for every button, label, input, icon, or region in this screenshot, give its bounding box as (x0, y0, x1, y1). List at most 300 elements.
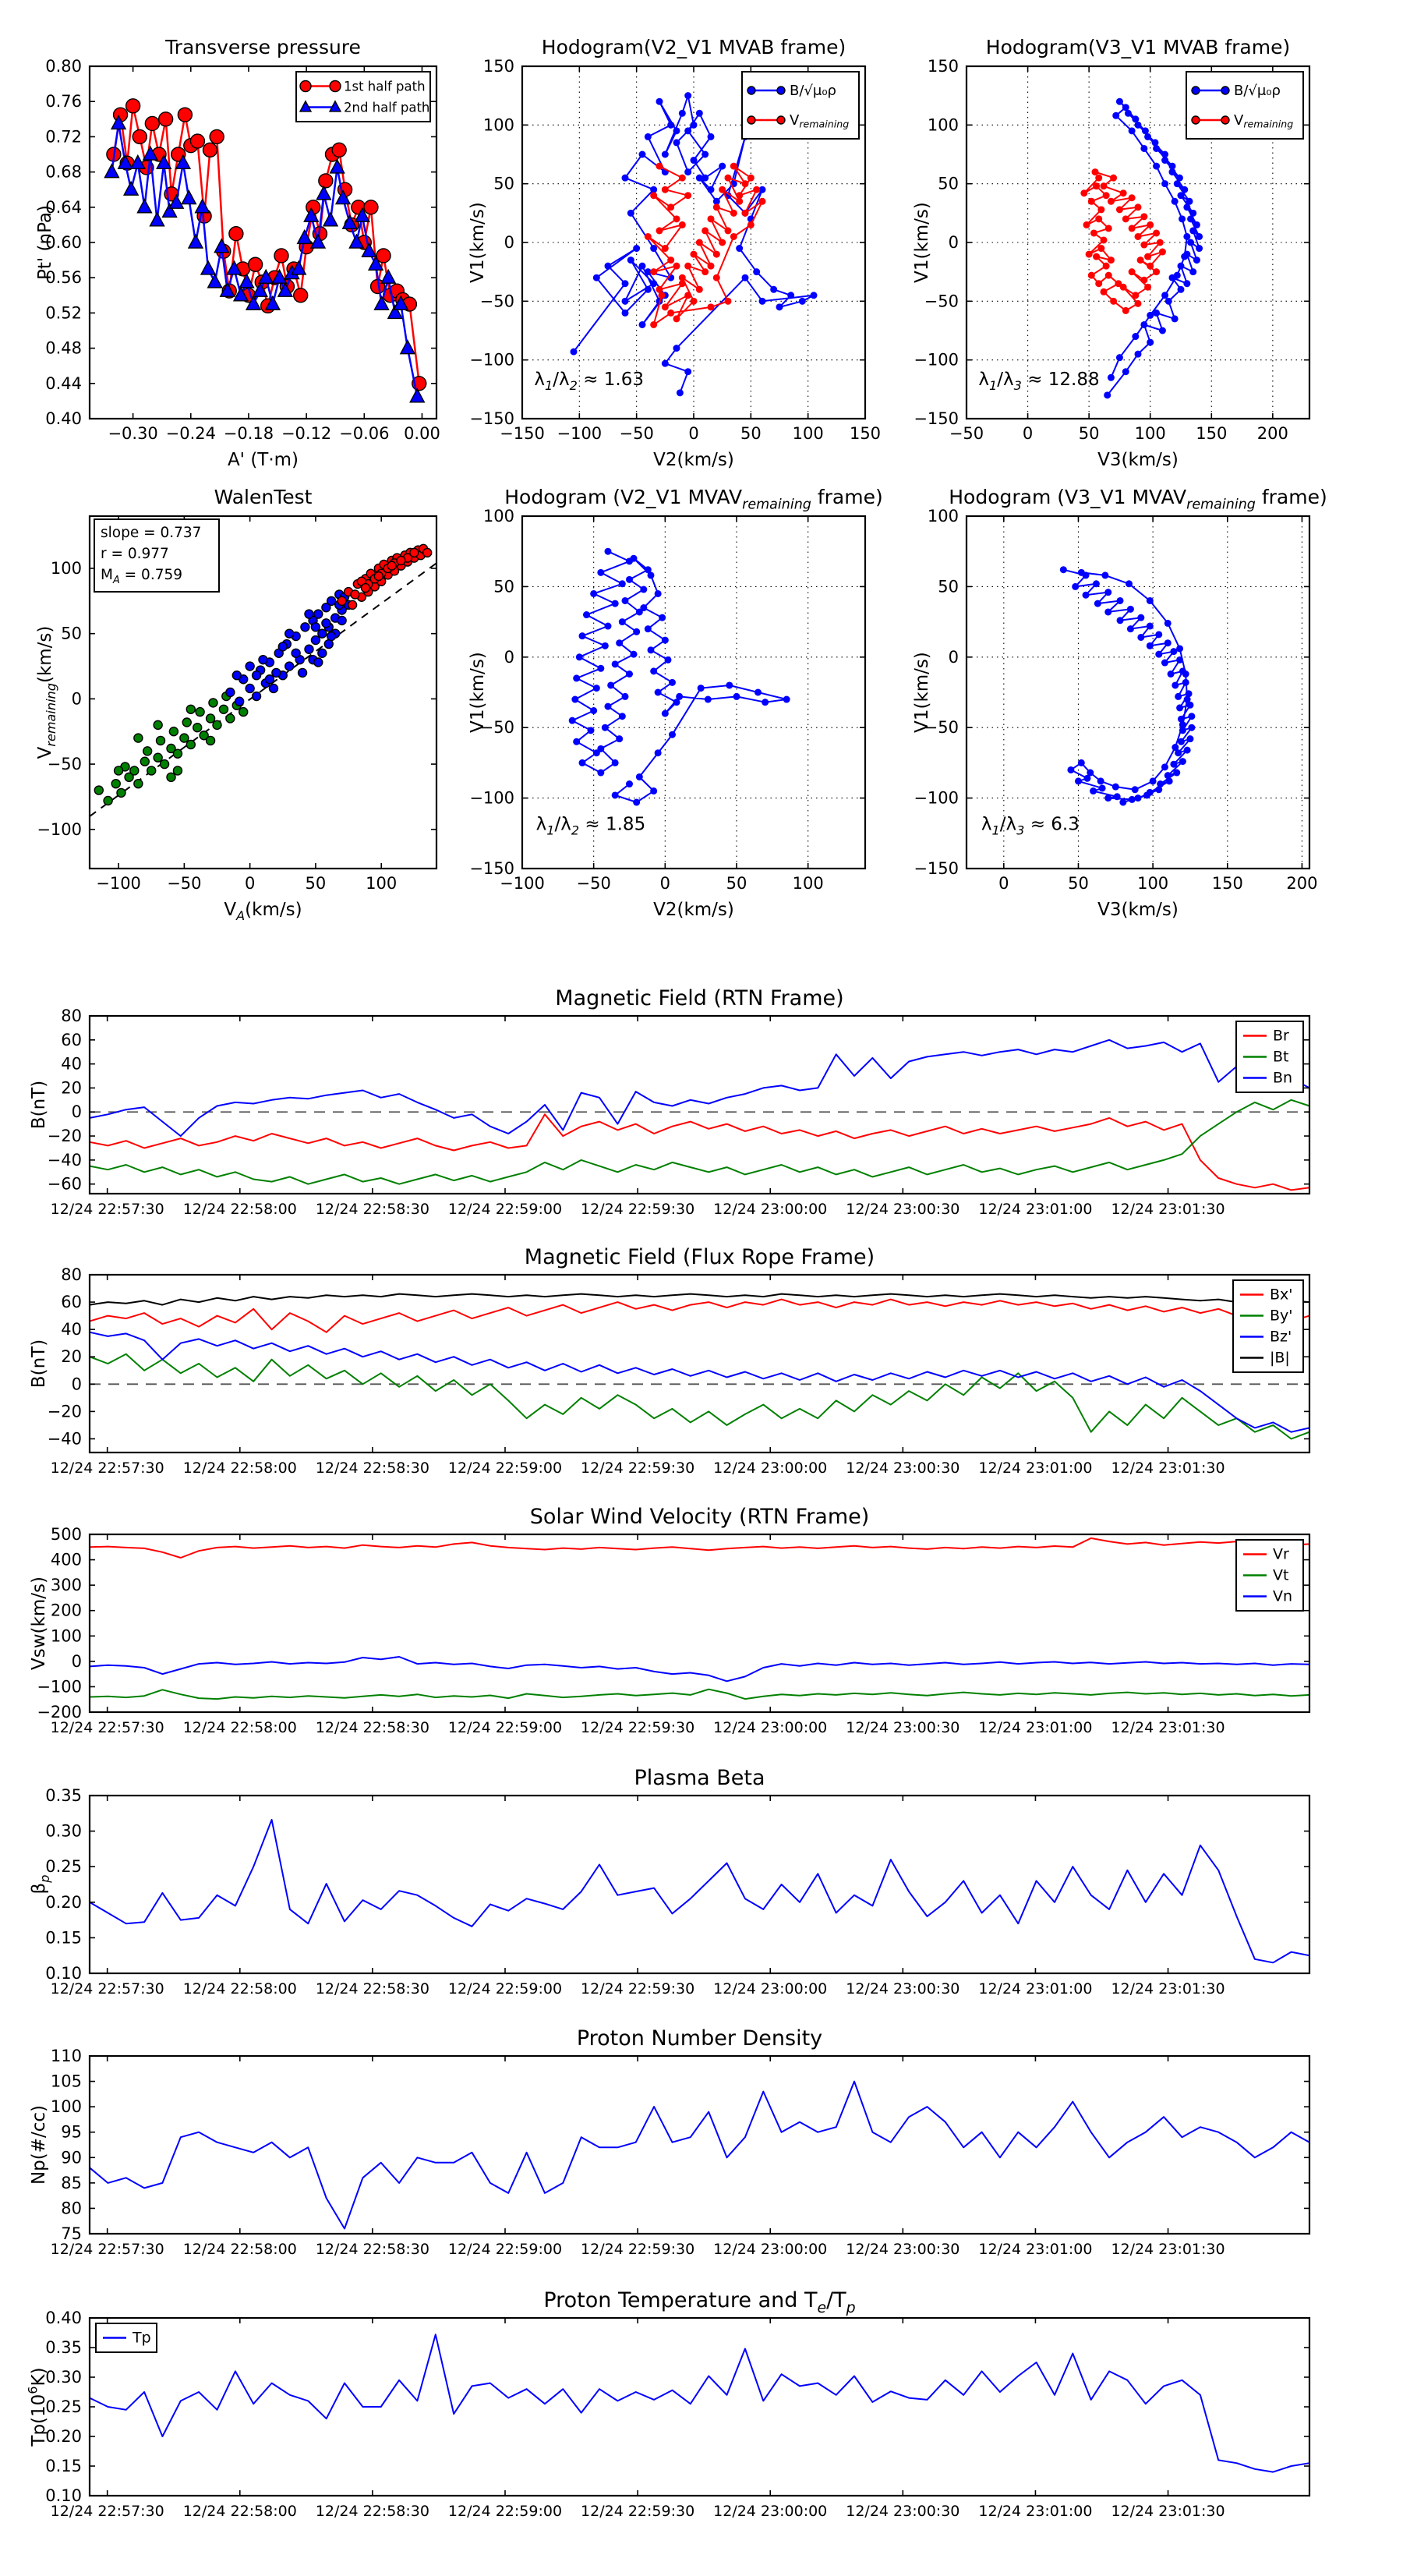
panel-mag-frf (29, 1245, 1309, 1477)
hodogram-v3v1-mvab-ylabel: V1(km/s) (912, 202, 932, 283)
marker-circle (676, 693, 683, 700)
x-tick-label: 12/24 22:58:30 (315, 1201, 429, 1218)
marker-circle (667, 257, 674, 264)
x-tick-label: 150 (849, 424, 882, 443)
y-tick-label: 0.15 (45, 1928, 82, 1948)
marker-circle (1093, 253, 1100, 260)
marker-circle (633, 628, 640, 635)
x-tick-label: 12/24 22:57:30 (50, 1980, 164, 1997)
x-tick-label: 12/24 22:58:00 (182, 2503, 297, 2520)
marker-circle (311, 623, 320, 632)
x-tick-label: 12/24 23:00:30 (846, 1201, 960, 1218)
marker-circle (1153, 229, 1160, 236)
y-tick-label: 50 (493, 577, 514, 596)
x-tick-label: 12/24 22:59:00 (447, 1201, 563, 1218)
marker-circle (1193, 257, 1200, 264)
marker-circle (1178, 286, 1185, 293)
mag-frf-legend (1233, 1280, 1303, 1372)
y-tick-label: 95 (61, 2122, 82, 2142)
marker-circle (579, 632, 586, 639)
marker-circle (1108, 198, 1115, 205)
marker-circle (597, 745, 604, 752)
marker-circle (143, 747, 152, 755)
marker-circle (193, 724, 202, 732)
marker-circle (627, 210, 634, 217)
marker-triangle (208, 274, 222, 288)
marker-circle (1132, 292, 1139, 299)
marker-circle (1196, 233, 1203, 240)
marker-circle (249, 257, 263, 271)
marker-circle (1147, 312, 1154, 319)
legend-label: Bn (1273, 1069, 1293, 1087)
marker-circle (1135, 203, 1142, 211)
marker-circle (759, 198, 766, 205)
marker-triangle (150, 213, 164, 226)
marker-circle (1153, 268, 1160, 275)
marker-circle (115, 766, 123, 775)
x-tick-label: −100 (557, 424, 603, 443)
marker-circle (783, 696, 790, 703)
marker-circle (1120, 189, 1127, 196)
x-tick-label: 12/24 23:00:30 (846, 2503, 960, 2520)
marker-circle (1135, 351, 1142, 358)
y-tick-label: 100 (927, 507, 959, 525)
x-tick-label: 12/24 22:58:00 (182, 1460, 297, 1477)
marker-circle (332, 143, 346, 157)
x-tick-label: 50 (1068, 874, 1089, 893)
panel-tp (25, 2288, 1309, 2520)
y-tick-label: 100 (482, 115, 514, 135)
y-tick-label: −40 (47, 1150, 82, 1169)
y-tick-label: 100 (50, 2097, 82, 2117)
axes-box (90, 1534, 1309, 1712)
marker-circle (1104, 589, 1111, 596)
marker-circle (656, 163, 663, 170)
marker-circle (698, 685, 705, 692)
x-tick-label: 0 (688, 424, 699, 443)
hodogram-v3v1-mvav-xlabel: V3(km/s) (1097, 900, 1179, 920)
np-ylabel: Np(#/cc) (29, 2104, 49, 2185)
marker-triangle (410, 389, 424, 402)
panel-vsw (29, 1505, 1309, 1736)
marker-circle (1192, 87, 1200, 94)
marker-circle (161, 760, 169, 769)
marker-circle (1161, 660, 1168, 667)
marker-circle (1147, 263, 1154, 270)
marker-circle (684, 168, 691, 175)
hodogram-v2v1-mvab-legend (742, 72, 859, 139)
marker-circle (691, 251, 698, 258)
marker-circle (753, 268, 760, 275)
y-tick-label: 0.44 (45, 373, 82, 393)
marker-circle (1105, 225, 1112, 232)
marker-circle (278, 642, 287, 651)
marker-circle (605, 548, 612, 555)
legend-label: Vn (1273, 1587, 1293, 1605)
x-tick-label: −0.24 (165, 424, 216, 443)
x-tick-label: −50 (576, 874, 611, 893)
marker-circle (639, 321, 646, 328)
marker-circle (777, 87, 785, 94)
marker-circle (633, 245, 640, 252)
axes-box (90, 2318, 1309, 2496)
marker-circle (318, 629, 327, 638)
y-tick-label: 0 (71, 1651, 82, 1671)
marker-circle (1192, 116, 1200, 124)
marker-circle (1147, 339, 1154, 346)
marker-circle (648, 646, 655, 653)
marker-circle (619, 618, 626, 625)
x-tick-label: 12/24 22:59:00 (447, 1980, 563, 1997)
y-tick-label: 0.20 (45, 1892, 82, 1912)
marker-circle (1181, 253, 1188, 260)
x-tick-label: 12/24 23:00:00 (713, 1980, 828, 1997)
marker-circle (747, 116, 755, 124)
marker-circle (207, 714, 215, 723)
y-tick-label: 0.56 (45, 268, 82, 288)
marker-circle (1183, 233, 1190, 240)
marker-circle (1189, 210, 1196, 217)
marker-circle (1083, 221, 1090, 228)
marker-circle (1097, 777, 1104, 784)
series-markers-last (337, 544, 432, 609)
series-Tp (90, 2334, 1309, 2472)
marker-circle (777, 116, 785, 124)
legend-label: $V_{remaining}$ (1234, 111, 1294, 130)
marker-circle (616, 735, 623, 742)
marker-triangle (124, 182, 138, 195)
x-tick-label: 12/24 22:59:30 (581, 1719, 695, 1736)
marker-circle (1147, 221, 1154, 228)
marker-circle (423, 548, 432, 557)
marker-circle (318, 649, 327, 657)
marker-circle (274, 249, 288, 263)
marker-circle (1193, 221, 1200, 228)
walen-stats-box (94, 519, 219, 592)
marker-circle (1122, 307, 1129, 314)
marker-circle (1104, 794, 1111, 801)
marker-circle (573, 674, 580, 681)
y-tick-label: 50 (938, 174, 959, 193)
x-tick-label: −0.18 (223, 424, 274, 443)
marker-circle (726, 681, 733, 688)
marker-circle (583, 611, 590, 618)
marker-circle (636, 773, 643, 780)
marker-circle (1221, 87, 1229, 94)
series-markers-first (94, 692, 247, 805)
y-tick-label: 0.10 (45, 2486, 82, 2505)
marker-circle (300, 81, 311, 92)
y-tick-label: −100 (37, 819, 82, 839)
marker-circle (140, 757, 149, 766)
marker-circle (1129, 796, 1136, 803)
marker-circle (348, 600, 357, 609)
y-tick-label: −150 (914, 409, 959, 428)
marker-circle (662, 710, 669, 717)
marker-circle (253, 692, 261, 701)
y-tick-label: 0.72 (45, 127, 82, 147)
y-tick-label: 500 (50, 1525, 82, 1544)
marker-circle (285, 629, 294, 638)
marker-circle (1168, 671, 1175, 678)
marker-circle (1174, 272, 1181, 279)
marker-circle (719, 186, 726, 193)
x-tick-label: −0.12 (281, 424, 332, 443)
marker-circle (1110, 298, 1117, 305)
marker-circle (314, 610, 323, 618)
y-tick-label: 300 (50, 1576, 82, 1595)
y-tick-label: −200 (37, 1703, 82, 1721)
x-tick-label: 12/24 23:01:00 (978, 1201, 1093, 1218)
marker-circle (1176, 175, 1183, 182)
marker-circle (1176, 645, 1183, 652)
marker-circle (667, 310, 674, 317)
x-tick-label: 12/24 22:57:30 (50, 1460, 164, 1477)
marker-circle (1187, 239, 1194, 246)
marker-circle (696, 239, 703, 246)
legend-label: $V_{remaining}$ (790, 111, 850, 130)
marker-circle (1110, 175, 1117, 182)
marker-circle (1184, 747, 1191, 754)
marker-circle (799, 298, 806, 305)
marker-circle (747, 175, 755, 182)
marker-circle (1173, 770, 1180, 777)
marker-circle (1072, 583, 1079, 590)
x-tick-label: 12/24 23:00:30 (846, 1719, 960, 1736)
marker-circle (337, 596, 346, 605)
marker-circle (1116, 354, 1123, 361)
marker-circle (226, 688, 235, 697)
marker-circle (173, 766, 182, 775)
marker-circle (730, 163, 737, 170)
series-markers-middle (226, 590, 353, 706)
marker-circle (619, 713, 626, 720)
transverse-pressure-title: Transverse pressure (165, 36, 361, 58)
y-tick-label: 0.48 (45, 338, 82, 358)
marker-circle (1153, 310, 1160, 317)
marker-circle (311, 636, 320, 645)
marker-triangle (137, 200, 151, 213)
y-tick-label: 75 (61, 2224, 82, 2243)
marker-circle (180, 734, 189, 742)
marker-circle (376, 249, 391, 263)
panel-walen-test (35, 486, 436, 923)
y-tick-label: 40 (61, 1320, 82, 1339)
marker-circle (239, 708, 248, 717)
series-markers-Vrem (645, 163, 766, 328)
marker-circle (705, 696, 712, 703)
marker-circle (648, 571, 655, 579)
marker-circle (1179, 758, 1186, 765)
panel-hodogram-v2v1-mvav (468, 486, 883, 920)
marker-circle (626, 576, 633, 583)
marker-circle (117, 788, 125, 797)
y-tick-label: −100 (37, 1677, 82, 1697)
marker-circle (1086, 251, 1093, 258)
marker-triangle (316, 186, 330, 200)
marker-circle (327, 632, 336, 641)
marker-circle (104, 796, 112, 805)
marker-circle (374, 572, 383, 581)
marker-circle (612, 791, 619, 798)
marker-circle (1147, 642, 1154, 649)
marker-triangle (104, 165, 118, 178)
x-tick-label: 12/24 22:58:00 (182, 1201, 297, 1218)
marker-triangle (381, 270, 395, 283)
marker-circle (736, 245, 743, 252)
axes-box (522, 516, 865, 869)
series-By' (90, 1354, 1309, 1439)
marker-circle (619, 580, 626, 587)
marker-circle (285, 662, 294, 671)
marker-circle (1101, 288, 1108, 295)
y-tick-label: 110 (50, 2047, 82, 2065)
y-tick-label: 90 (61, 2148, 82, 2167)
x-tick-label: 12/24 23:01:00 (978, 1719, 1093, 1736)
marker-circle (662, 360, 669, 367)
marker-circle (622, 280, 629, 287)
marker-circle (662, 303, 669, 310)
marker-circle (684, 368, 691, 375)
marker-circle (1080, 189, 1087, 196)
marker-circle (684, 192, 691, 199)
series-beta (90, 1820, 1309, 1962)
y-tick-label: 0.10 (45, 1964, 82, 1983)
marker-circle (1119, 799, 1126, 806)
y-tick-label: −100 (469, 350, 514, 370)
y-tick-label: −50 (924, 292, 959, 311)
y-tick-label: 0.25 (45, 2397, 82, 2416)
marker-circle (590, 590, 597, 597)
marker-circle (622, 597, 629, 604)
hodogram-v3v1-mvav-ylabel: V1(km/s) (912, 652, 932, 733)
x-tick-label: 12/24 22:58:30 (315, 1980, 429, 1997)
marker-circle (640, 586, 647, 593)
marker-circle (725, 227, 732, 234)
x-tick-label: 12/24 23:01:30 (1111, 1980, 1225, 1997)
mag-rtn-title: Magnetic Field (RTN Frame) (555, 986, 844, 1010)
marker-circle (196, 708, 204, 717)
marker-circle (1103, 263, 1110, 270)
x-tick-label: 12/24 22:58:00 (182, 1719, 297, 1736)
x-tick-label: 12/24 23:00:30 (846, 1460, 960, 1477)
marker-circle (691, 298, 698, 305)
marker-circle (330, 81, 341, 92)
marker-circle (719, 239, 726, 246)
marker-circle (593, 685, 600, 692)
marker-circle (1122, 104, 1129, 111)
marker-circle (650, 192, 657, 199)
y-tick-label: 150 (927, 57, 959, 76)
marker-circle (645, 233, 652, 240)
marker-circle (650, 280, 657, 287)
marker-circle (576, 653, 583, 660)
marker-circle (1152, 139, 1159, 146)
marker-circle (1078, 569, 1085, 576)
marker-circle (1176, 656, 1183, 663)
y-tick-label: −50 (479, 292, 514, 311)
marker-circle (1095, 215, 1102, 222)
y-tick-label: 0.52 (45, 303, 82, 323)
marker-circle (147, 766, 156, 775)
series-Np (90, 2082, 1309, 2229)
y-tick-label: −100 (469, 788, 514, 808)
legend-label: Bz' (1270, 1328, 1292, 1346)
transverse-pressure-ylabel: Pt' (nPa) (35, 205, 55, 280)
y-tick-label: 0.40 (45, 409, 82, 428)
marker-circle (169, 727, 178, 736)
series-Br (90, 1114, 1309, 1190)
marker-circle (1172, 744, 1179, 751)
marker-circle (1114, 793, 1121, 800)
marker-circle (1147, 597, 1154, 604)
marker-circle (1116, 206, 1123, 213)
marker-circle (1129, 225, 1136, 232)
marker-circle (713, 251, 720, 258)
x-tick-label: 12/24 23:01:30 (1111, 2241, 1225, 2258)
y-tick-label: −20 (47, 1402, 82, 1421)
y-tick-label: 0 (504, 647, 514, 667)
marker-circle (1108, 257, 1115, 264)
marker-circle (1122, 368, 1129, 375)
x-tick-label: 150 (1211, 874, 1243, 893)
mag-frf-title: Magnetic Field (Flux Rope Frame) (524, 1245, 875, 1269)
x-tick-label: 100 (1134, 424, 1166, 443)
y-tick-label: 400 (50, 1550, 82, 1569)
y-tick-label: 85 (61, 2173, 82, 2192)
transverse-pressure-legend (296, 72, 430, 122)
marker-circle (696, 110, 703, 117)
walen-test-xlabel: $V_A(km/s)$ (224, 900, 302, 923)
marker-circle (593, 274, 600, 281)
marker-circle (1097, 245, 1104, 252)
marker-circle (130, 766, 139, 775)
series-markers-B (1104, 98, 1203, 399)
axes-box (967, 516, 1309, 869)
marker-circle (747, 221, 755, 228)
legend-label: B/√μ₀ρ (790, 82, 836, 99)
marker-circle (1165, 298, 1172, 305)
marker-circle (719, 163, 726, 170)
marker-circle (1137, 257, 1144, 264)
marker-circle (1132, 115, 1139, 122)
mag-rtn-legend (1236, 1021, 1303, 1092)
y-tick-label: 80 (61, 1265, 82, 1284)
walen-fit-dashed-line (90, 563, 436, 816)
marker-circle (730, 210, 737, 217)
marker-circle (1094, 600, 1101, 607)
y-tick-label: 0.30 (45, 2368, 82, 2387)
x-tick-label: 12/24 23:01:00 (978, 1980, 1093, 1997)
x-tick-label: 100 (792, 424, 824, 443)
y-tick-label: −100 (914, 350, 959, 370)
marker-circle (1170, 761, 1177, 768)
marker-circle (626, 671, 633, 678)
marker-circle (226, 714, 235, 723)
panel-mag-rtn (29, 986, 1309, 1218)
x-tick-label: 12/24 23:00:00 (713, 1719, 828, 1736)
marker-circle (626, 780, 633, 787)
x-tick-label: 12/24 23:00:30 (846, 1980, 960, 1997)
marker-circle (1088, 272, 1095, 279)
panel-hodogram-v3v1-mvab (912, 36, 1309, 470)
marker-circle (597, 770, 604, 777)
x-tick-label: 0 (998, 874, 1009, 893)
marker-circle (708, 263, 715, 270)
marker-circle (387, 561, 396, 570)
y-tick-label: −20 (47, 1127, 82, 1146)
x-tick-label: 12/24 23:01:00 (978, 2241, 1093, 2258)
